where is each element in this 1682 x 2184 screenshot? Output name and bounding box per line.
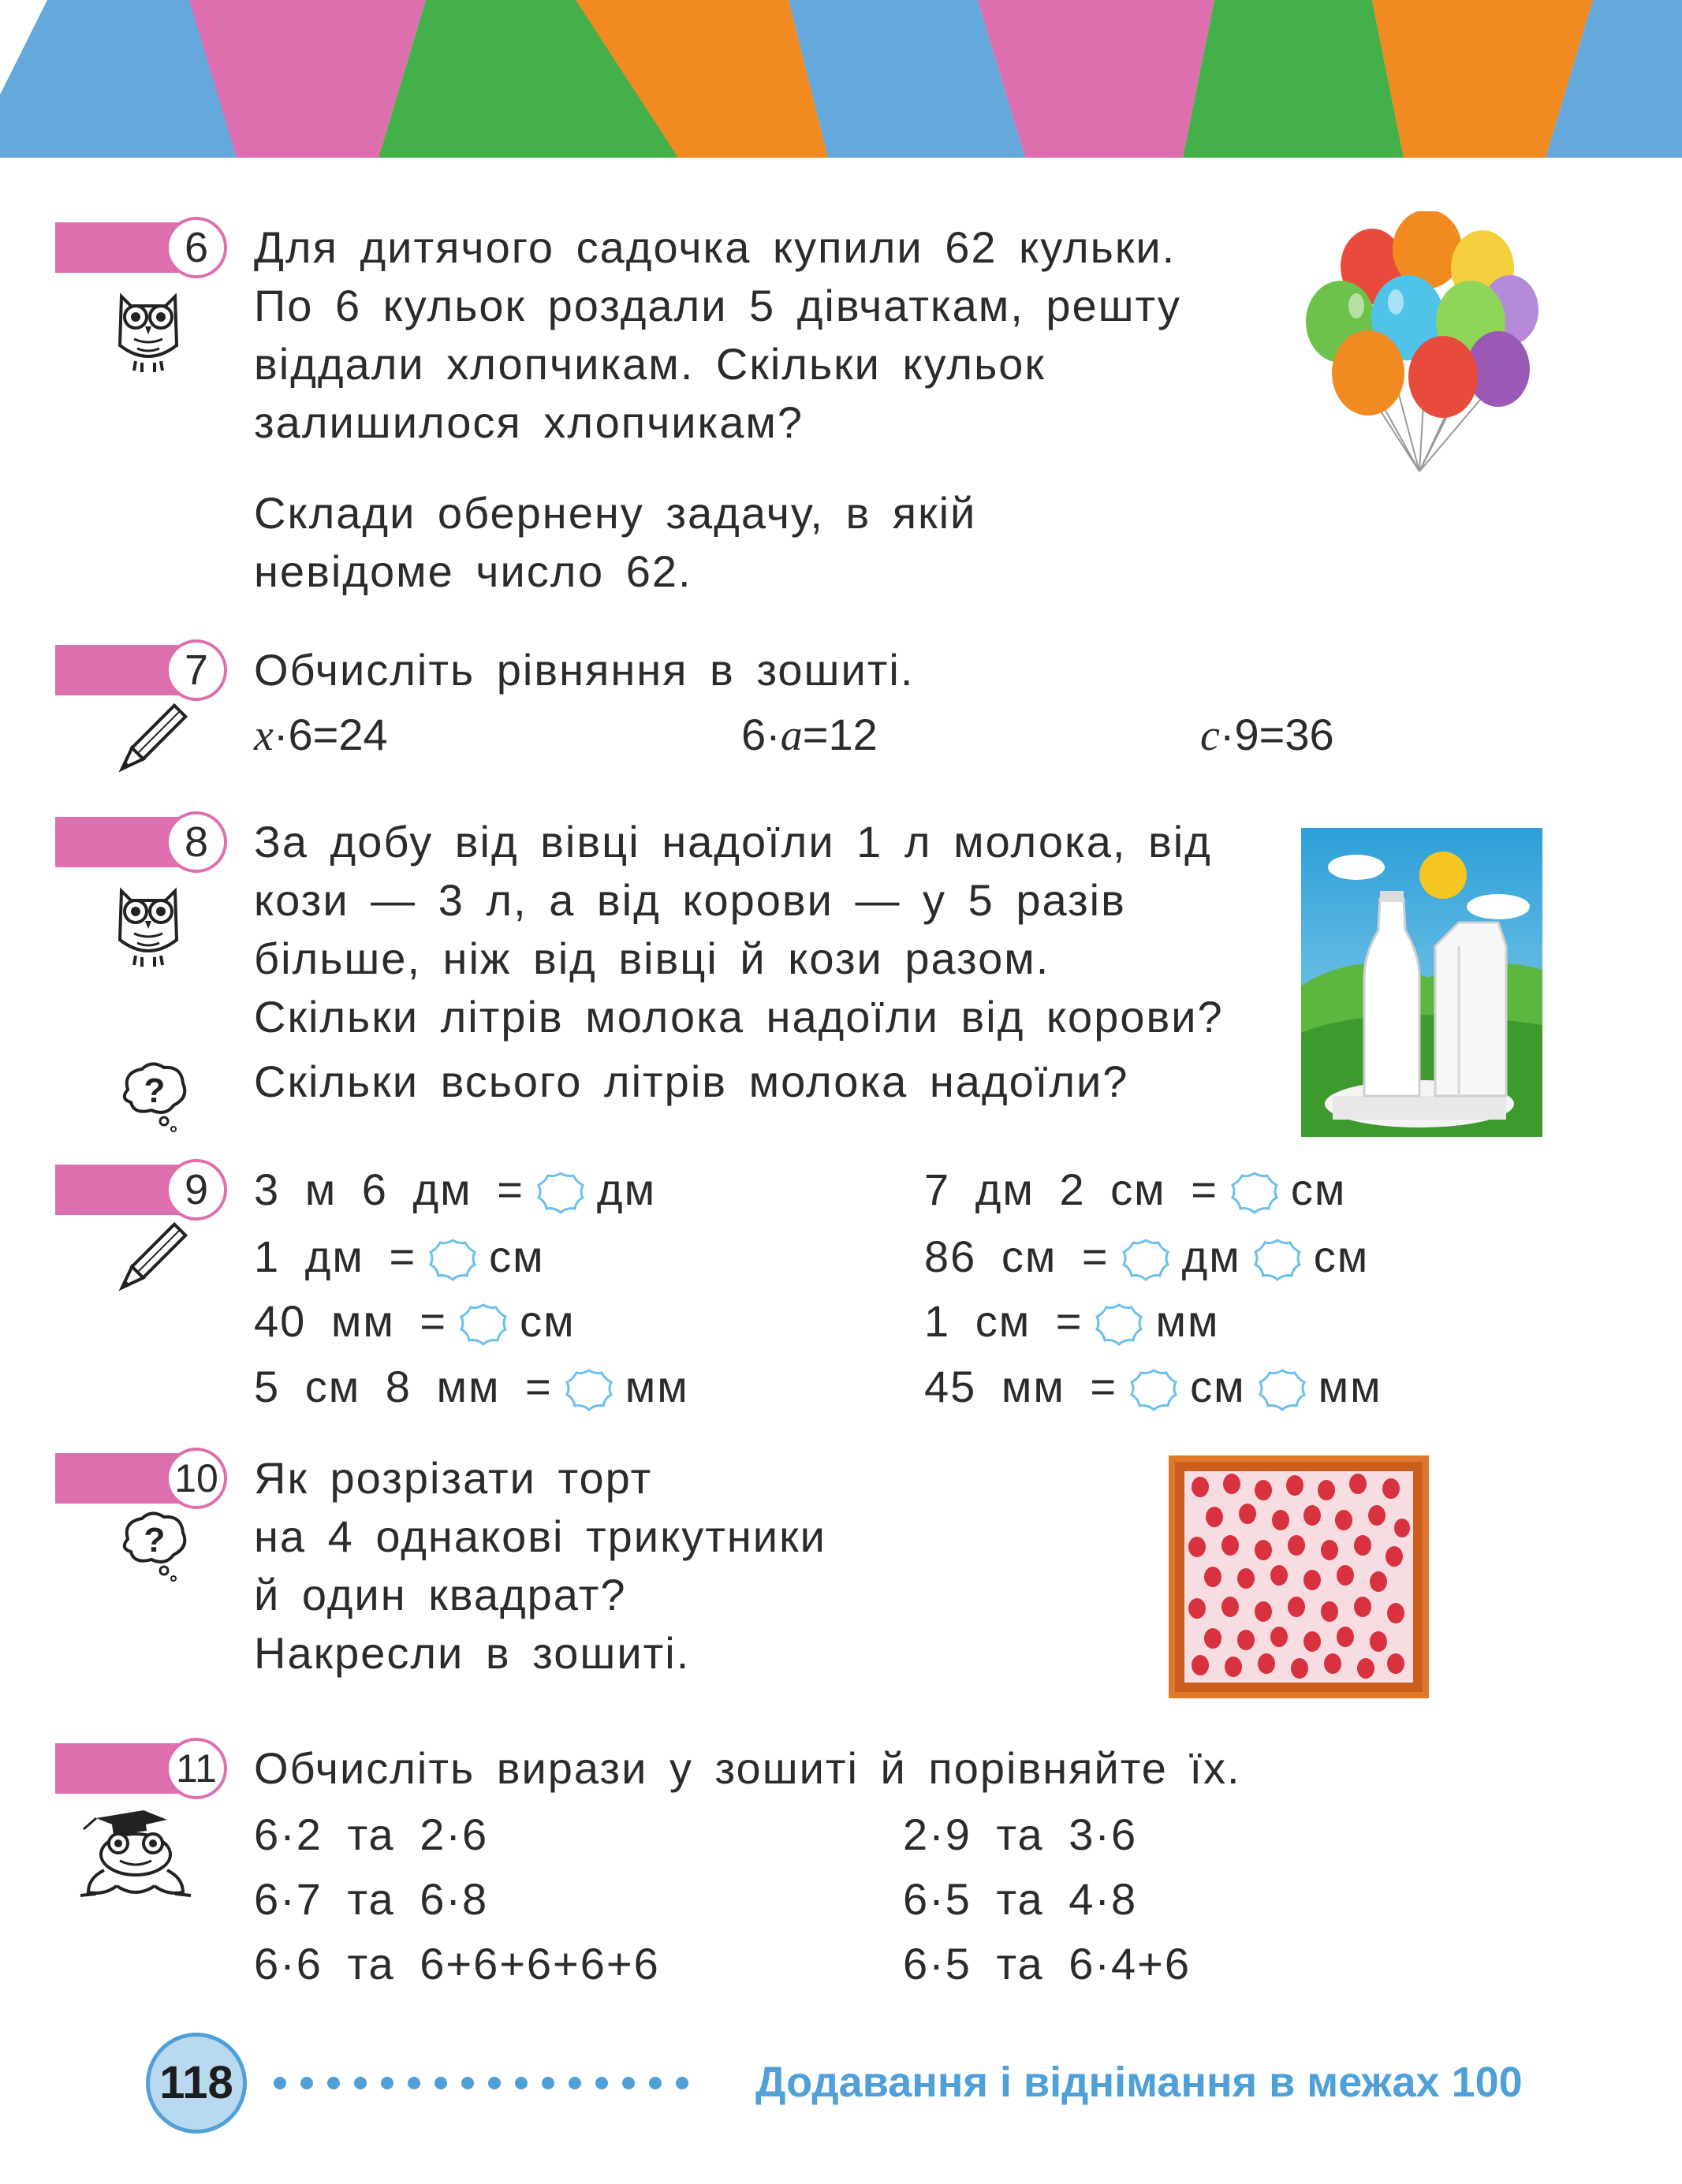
conversion-row: 1 см = мм (924, 1296, 1220, 1346)
section-title: Додавання і віднімання в межах 100 (755, 2059, 1523, 2106)
conversion-row: 40 мм = см (254, 1296, 576, 1346)
top-banner (0, 0, 1682, 158)
task-8-line: Скільки всього літрів молока надоїли? (254, 1057, 1129, 1106)
conversion-row: 45 мм = см мм (924, 1362, 1382, 1411)
thought-bubble-icon (117, 1508, 192, 1583)
conversion-row: 5 см 8 мм = мм (254, 1362, 689, 1411)
expression-row: 6·2 та 2·6 (254, 1809, 489, 1859)
task-number: 11 (166, 1738, 227, 1799)
conversion-row: 1 дм = см (254, 1232, 545, 1281)
svg-text:?: ? (144, 1521, 166, 1560)
task-number: 6 (166, 217, 227, 278)
task-6-line: залишилося хлопчикам? (254, 397, 804, 447)
task-7-text: Обчисліть рівняння в зошиті. (254, 645, 915, 695)
answer-blank-icon[interactable] (1121, 1238, 1171, 1282)
cake-image (1169, 1455, 1429, 1698)
answer-blank-icon[interactable] (535, 1171, 586, 1215)
task-6-line: віддали хлопчикам. Скільки кульок (254, 339, 1046, 389)
pencil-icon (110, 1221, 189, 1299)
pencil-icon (110, 702, 189, 781)
footer-dots (272, 2074, 714, 2093)
task-number: 10 (166, 1448, 227, 1509)
expression-row: 6·6 та 6+6+6+6+6 (254, 1939, 660, 1988)
task-number: 9 (166, 1159, 227, 1221)
thought-bubble-icon (117, 1058, 192, 1134)
milk-image (1301, 828, 1542, 1137)
expression-row: 2·9 та 3·6 (903, 1809, 1138, 1859)
task-10-line: на 4 однакові трикутники (254, 1511, 826, 1561)
answer-blank-icon[interactable] (1252, 1238, 1303, 1282)
variable: c (1200, 711, 1220, 760)
answer-blank-icon[interactable] (1128, 1368, 1179, 1412)
equation: c·9=36 (1200, 710, 1334, 760)
equation: 6·a=12 (741, 710, 878, 760)
answer-blank-icon[interactable] (427, 1238, 478, 1282)
task-6-extra: Склади обернену задачу, в якій (254, 488, 977, 538)
task-8-line: Скільки літрів молока надоїли від корови? (254, 992, 1224, 1042)
answer-blank-icon[interactable] (1094, 1303, 1144, 1347)
owl-icon (110, 877, 186, 968)
variable: a (780, 711, 803, 760)
equation: x·6=24 (254, 710, 388, 760)
task-6-line: Для дитячого садочка купили 62 кульки. (254, 222, 1177, 272)
task-10-line: Як розрізати торт (254, 1453, 653, 1503)
owl-icon (110, 282, 186, 374)
conversion-row: 7 дм 2 см = см (924, 1165, 1347, 1214)
task-8-line: кози — 3 л, а від корови — у 5 разів (254, 875, 1126, 925)
frog-graduate-icon (73, 1807, 199, 1905)
answer-blank-icon[interactable] (1229, 1171, 1280, 1215)
task-10-line: Накресли в зошиті. (254, 1628, 691, 1678)
task-11-text: Обчисліть вирази у зошиті й порівняйте їх. (254, 1743, 1241, 1793)
expression-row: 6·5 та 6·4+6 (903, 1939, 1192, 1988)
expression-row: 6·7 та 6·8 (254, 1874, 489, 1924)
page-number: 118 (146, 2033, 247, 2134)
variable: x (254, 711, 274, 760)
answer-blank-icon[interactable] (458, 1303, 509, 1347)
answer-blank-icon[interactable] (564, 1368, 614, 1412)
task-10-line: й один квадрат? (254, 1570, 627, 1619)
svg-text:?: ? (144, 1072, 166, 1110)
task-number: 8 (166, 811, 227, 873)
task-number: 7 (166, 639, 227, 701)
balloons-image (1293, 211, 1553, 495)
task-8-line: За добу від вівці надоїли 1 л молока, від (254, 817, 1212, 867)
expression-row: 6·5 та 4·8 (903, 1874, 1138, 1924)
answer-blank-icon[interactable] (1257, 1368, 1307, 1412)
task-6-extra: невідоме число 62. (254, 546, 692, 596)
conversion-row: 3 м 6 дм = дм (254, 1165, 657, 1214)
conversion-row: 86 см = дм см (924, 1232, 1370, 1281)
task-6-line: По 6 кульок роздали 5 дівчаткам, решту (254, 281, 1181, 330)
task-8-line: більше, ніж від вівці й кози разом. (254, 934, 1050, 983)
